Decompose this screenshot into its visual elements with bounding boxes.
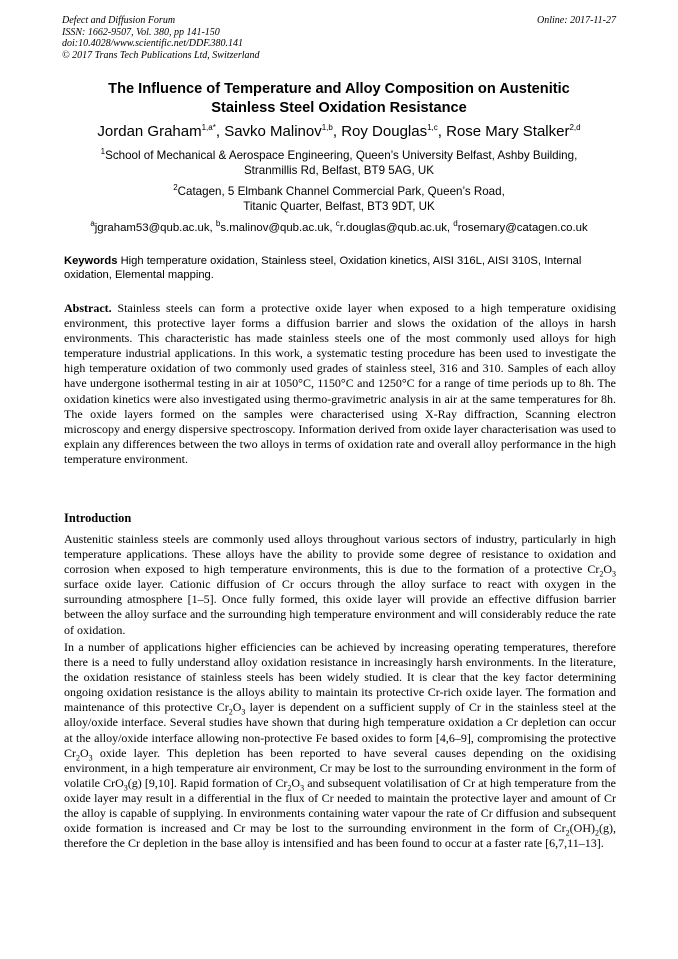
text-run: Austenitic stainless steels are commonly used alloys throughout various sectors of industry, particularly in high temperature applications. These alloys have the ability to provide some degree of resistance to oxidation and corrosion when exposed to high temperature environments, this is due to the formation of a protective Cr (64, 532, 616, 577)
author-affiliation-marker: 2,d (569, 123, 581, 132)
subscript: 2 (228, 707, 233, 717)
title-line-2: Stainless Steel Oxidation Resistance (211, 100, 467, 116)
copyright-line: © 2017 Trans Tech Publications Ltd, Switzerland (62, 49, 260, 61)
email-marker: d (453, 219, 458, 229)
text-run: O (80, 745, 89, 760)
text-run: (OH) (569, 821, 595, 836)
title-line-1: The Influence of Temperature and Alloy Composition on Austenitic (108, 81, 570, 97)
author-separator: , (332, 123, 342, 140)
subscript: 3 (123, 783, 128, 793)
subscript: 2 (595, 828, 599, 838)
subscript: 2 (76, 753, 80, 763)
subscript: 3 (300, 783, 305, 793)
email-marker: b (215, 219, 221, 229)
text-run: oxide layer. This depletion has been reported to have several causes depending on the oxidising environment, in a high temperature air environment, Cr may be lost to the surrounding environment in the form of volatile CrO (64, 745, 616, 790)
affiliation-line: Catagen, 5 Elmbank Channel Commercial Park, Queen’s Road, (177, 185, 505, 198)
text-run: (g) [9,10]. Rapid formation of Cr (127, 775, 288, 790)
subscript: 3 (88, 753, 93, 763)
affiliation-number: 1 (100, 147, 106, 157)
subscript: 2 (287, 783, 292, 793)
author-affiliation-marker: 1,b (321, 123, 333, 132)
text-run: O (291, 775, 301, 790)
introduction-paragraph-1 (64, 532, 616, 638)
doi-line: doi:10.4028/www.scientific.net/DDF.380.141 (62, 38, 244, 49)
introduction-heading: Introduction (64, 511, 132, 525)
affiliation-2 (40, 184, 638, 214)
keywords-label: Keywords (64, 255, 118, 267)
text-run: O (603, 562, 612, 577)
affiliation-line: Titanic Quarter, Belfast, BT3 9DT, UK (243, 200, 435, 213)
text-run: (g), therefore the Cr depletion in the base alloy is intensified and has been found to occur at a faster rate [6,7,11–13]. (64, 821, 616, 851)
abstract (64, 301, 616, 467)
text-run: surface oxide layer. Cationic diffusion of Cr occurs through the alloy surface to react with oxygen in the surrounding atmosphere [1–5]. Once fully formed, this oxide layer will provide an effective diffusion barrier between the alloy surface and the surrounding high temperature environment and will considerably reduce the rate of oxidation. (64, 577, 616, 637)
affiliation-line: Stranmillis Rd, Belfast, BT9 5AG, UK (243, 164, 435, 177)
author-name: Jordan Graham (97, 123, 202, 140)
text-run: O (232, 700, 242, 715)
author-name: Rose Mary Stalker (446, 123, 570, 140)
subscript: 3 (612, 569, 616, 579)
subscript: 2 (599, 569, 604, 579)
email-address[interactable]: s.malinov@qub.ac.uk, (220, 222, 336, 234)
affiliation-line: School of Mechanical & Aerospace Engineering, Queen’s University Belfast, Ashby Building, (105, 149, 578, 162)
author-separator: , (437, 123, 447, 140)
introduction-paragraph-2 (64, 640, 616, 851)
abstract-label: Abstract. (64, 301, 112, 315)
keywords-text: High temperature oxidation, Stainless steel, Oxidation kinetics, AISI 316L, AISI 310S, Internal oxidation, Elemental mapping. (64, 255, 582, 281)
email-marker: c (335, 219, 340, 229)
text-run: layer is dependent on a sufficient supply of Cr in the stainless steel at the alloy/oxide interface. Several studies have shown that during high temperature oxidation a Cr depletion can occur at the alloy/oxide interface allowing non-protective Fe based oxides to form [4,6–9], compromising the protective Cr (64, 700, 616, 760)
abstract-text: Stainless steels can form a protective oxide layer when exposed to a high temperature oxidising environment, this protective layer forms a diffusion barrier and slows the oxidation of the alloys in harsh environments. This characteristic has made stainless steels one of the most commonly used alloys for high temperature industrial applications. In this work, a systematic testing procedure has been used to investigate the high temperature oxidation of two commonly used grades of stainless steel, 316 and 310. Samples of each alloy have undergone isothermal testing in air at 1050°C, 1150°C and 1250°C for a range of time periods up to 8h. The oxidation kinetics were also investigated using thermo-gravimetric analysis in air at the same temperatures for 8h. The oxide layers formed on the samples were characterised using X-Ray diffraction, Scanning electron microscopy and energy dispersive spectroscopy. Information derived from oxide layer characterisation was used to explain any differences between the two alloys in terms of oxidation rate and overall alloy performance in the high temperature environment. (64, 301, 616, 466)
author-affiliation-marker: 1,c (427, 123, 438, 132)
subscript: 2 (565, 828, 570, 838)
issn-line: ISSN: 1662-9507, Vol. 380, pp 141-150 (62, 26, 220, 38)
email-address[interactable]: rosemary@catagen.co.uk (457, 222, 588, 234)
keywords (64, 254, 616, 282)
subscript: 3 (241, 707, 246, 717)
email-list (40, 221, 638, 236)
author-name: Roy Douglas (341, 123, 428, 140)
text-run: and subsequent volatilisation of Cr at high temperature from the oxide layer may result in a differential in the flux of Cr needed to maintain the protective layer and amount of Cr the alloy is capable of supplying. In environments containing water vapour the rate of Cr diffusion and subsequent oxide formation is increased and Cr may be lost to the surrounding environment in the form of Cr (64, 775, 616, 836)
affiliation-1 (40, 148, 638, 178)
text-run: In a number of applications higher efficiencies can be achieved by increasing operating temperatures, therefore there is a need to fully understand alloy oxidation resistance in increasingly harsh environments. In the literature, the oxidation resistance of stainless steels has been widely studied. It is clear that the key factor determining ongoing oxidation resistance is the alloys ability to maintain its protective Cr-rich oxide layer. The formation and maintenance of this protective Cr (64, 640, 616, 715)
affiliation-number: 2 (173, 183, 178, 193)
author-name: Savko Malinov (224, 123, 322, 140)
paper-title (40, 80, 638, 118)
author-affiliation-marker: 1,a* (201, 123, 216, 132)
online-date: Online: 2017-11-27 (537, 15, 616, 26)
email-marker: a (90, 219, 95, 229)
email-address[interactable]: r.douglas@qub.ac.uk, (339, 222, 454, 234)
journal-name: Defect and Diffusion Forum (62, 15, 176, 26)
journal-header (62, 15, 260, 61)
author-list (30, 122, 648, 142)
email-address[interactable]: jgraham53@qub.ac.uk, (94, 222, 216, 234)
author-separator: , (215, 123, 225, 140)
